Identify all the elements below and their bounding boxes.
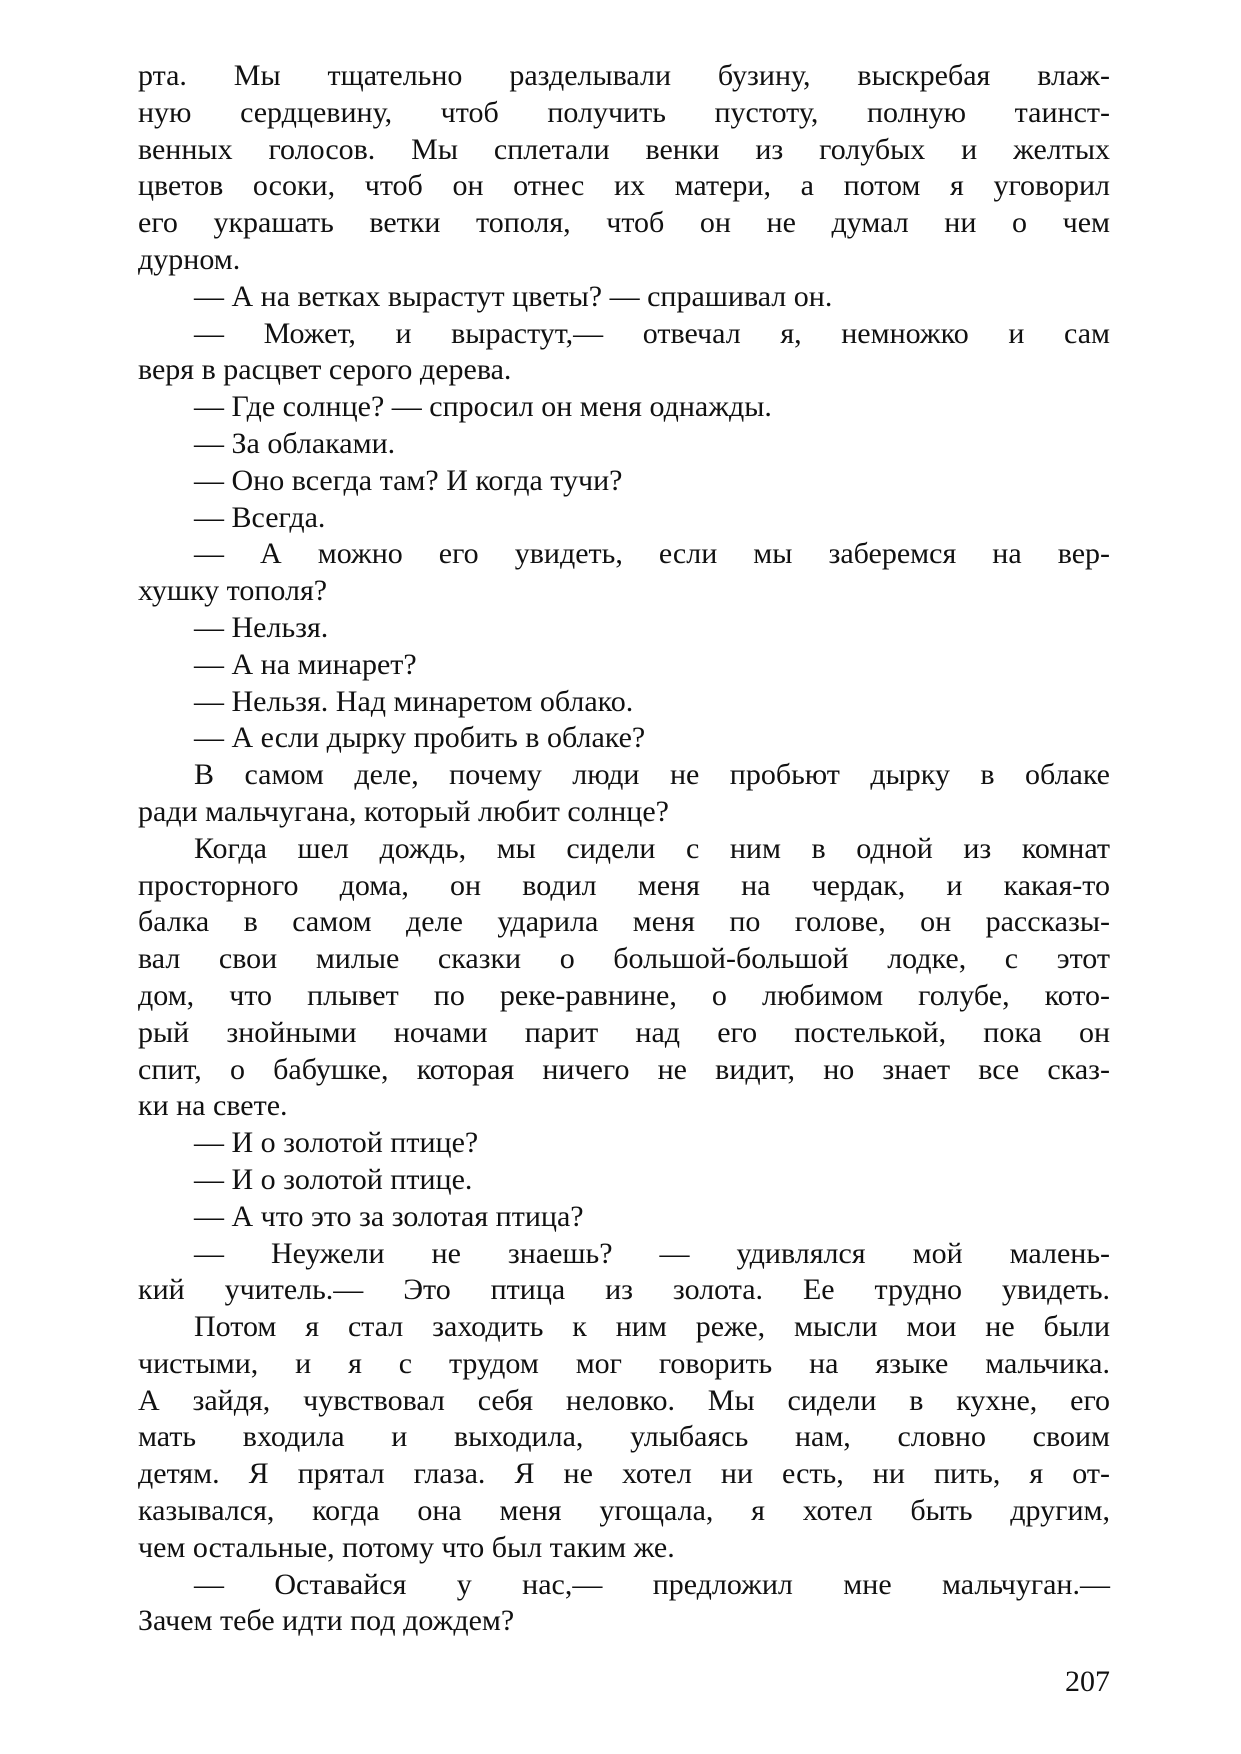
text-line: просторного дома, он водил меня на чердак, и какая-то bbox=[138, 868, 1110, 902]
text-line: Потом я стал заходить к ним реже, мысли мои не были bbox=[194, 1310, 1110, 1344]
text-line: чем остальные, потому что был таким же. bbox=[138, 1530, 675, 1564]
text-line: — Оно всегда там? И когда тучи? bbox=[194, 463, 623, 497]
text-line: — А на ветках вырастут цветы? — спрашивал он. bbox=[194, 279, 833, 313]
text-line: Когда шел дождь, мы сидели с ним в одной из комнат bbox=[194, 831, 1110, 865]
page-body bbox=[138, 58, 1110, 1640]
text-line: дурном. bbox=[138, 242, 241, 276]
text-line: — А на минарет? bbox=[194, 647, 417, 681]
text-line: — Оставайся у нас,— предложил мне мальчуган.— bbox=[194, 1567, 1110, 1601]
text-line: — А что это за золотая птица? bbox=[194, 1199, 584, 1233]
text-line: дом, что плывет по реке-равнине, о любимом голубе, кото- bbox=[138, 978, 1110, 1012]
text-line: — За облаками. bbox=[194, 426, 396, 460]
text-line: венных голосов. Мы сплетали венки из голубых и желтых bbox=[138, 132, 1110, 166]
text-line: ки на свете. bbox=[138, 1089, 288, 1123]
text-line: — А если дырку пробить в облаке? bbox=[194, 721, 646, 755]
text-line: детям. Я прятал глаза. Я не хотел ни есть, ни пить, я от- bbox=[138, 1457, 1110, 1491]
text-line: ную сердцевину, чтоб получить пустоту, полную таинст- bbox=[138, 95, 1110, 129]
text-line: цветов осоки, чтоб он отнес их матери, а потом я уговорил bbox=[138, 169, 1110, 203]
text-line: хушку тополя? bbox=[138, 574, 328, 608]
text-line: Зачем тебе идти под дождем? bbox=[138, 1604, 515, 1638]
text-line: казывался, когда она меня угощала, я хотел быть другим, bbox=[138, 1494, 1110, 1528]
text-line: вал свои милые сказки о большой-большой лодке, с этот bbox=[138, 942, 1110, 976]
text-line: — Нельзя. Над минаретом облако. bbox=[194, 684, 634, 718]
text-line: — Где солнце? — спросил он меня однажды. bbox=[194, 390, 772, 424]
text-line: его украшать ветки тополя, чтоб он не думал ни о чем bbox=[138, 206, 1110, 240]
text-line: мать входила и выходила, улыбаясь нам, словно своим bbox=[138, 1420, 1110, 1454]
text-line: балка в самом деле ударила меня по голове, он рассказы- bbox=[138, 905, 1110, 939]
text-line: — Всегда. bbox=[194, 500, 326, 534]
text-line: ради мальчугана, который любит солнце? bbox=[138, 794, 669, 828]
text-line: рта. Мы тщательно разделывали бузину, выскребая влаж- bbox=[138, 59, 1110, 92]
text-line: — Нельзя. bbox=[194, 610, 329, 644]
text-line: кий учитель.— Это птица из золота. Ее трудно увидеть. bbox=[138, 1273, 1110, 1307]
text-line: веря в расцвет серого дерева. bbox=[138, 353, 512, 387]
text-line: А зайдя, чувствовал себя неловко. Мы сидели в кухне, его bbox=[138, 1383, 1110, 1417]
text-line: — И о золотой птице. bbox=[194, 1162, 473, 1196]
page-number: 207 bbox=[1065, 1665, 1110, 1698]
text-line: — Может, и вырастут,— отвечал я, немножко и сам bbox=[194, 316, 1110, 350]
text-line: рый знойными ночами парит над его постелькой, пока он bbox=[138, 1015, 1110, 1049]
text-line: — И о золотой птице? bbox=[194, 1126, 479, 1160]
text-line: спит, о бабушке, которая ничего не видит, но знает все сказ- bbox=[138, 1052, 1110, 1086]
text-line: — Неужели не знаешь? — удивлялся мой малень- bbox=[194, 1236, 1110, 1270]
text-line: — А можно его увидеть, если мы заберемся на вер- bbox=[194, 537, 1110, 571]
text-line: чистыми, и я с трудом мог говорить на языке мальчика. bbox=[138, 1346, 1110, 1380]
text-line: В самом деле, почему люди не пробьют дырку в облаке bbox=[194, 758, 1110, 792]
